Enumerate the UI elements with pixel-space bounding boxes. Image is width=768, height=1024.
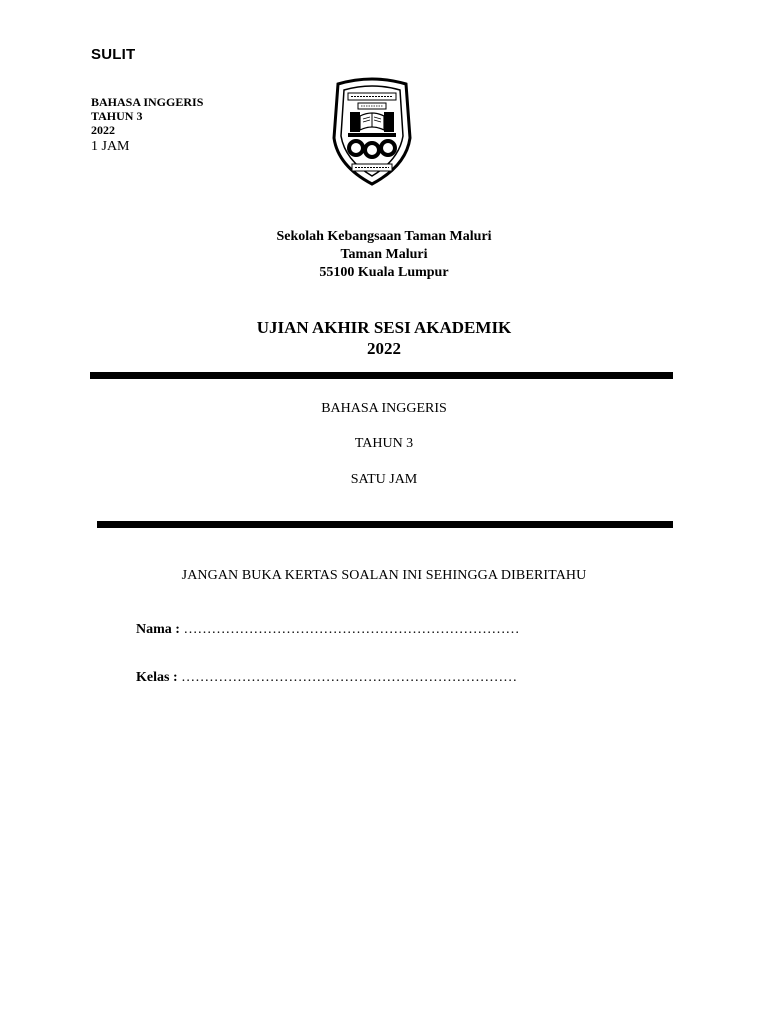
- header-exam-year: 2022: [91, 123, 115, 137]
- school-postcode-city: 55100 Kuala Lumpur: [319, 265, 449, 280]
- school-name: Sekolah Kebangsaan Taman Maluri: [276, 229, 492, 244]
- school-crest-logo: [328, 76, 416, 188]
- bottom-divider: [97, 521, 673, 528]
- exam-title: UJIAN AKHIR SESI AKADEMIK: [256, 318, 512, 337]
- name-field[interactable]: [136, 622, 519, 638]
- top-divider: [90, 372, 673, 379]
- instruction-text: JANGAN BUKA KERTAS SOALAN INI SEHINGGA DIBERITAHU: [181, 568, 587, 583]
- class-label: Kelas :: [136, 670, 178, 685]
- paper-year: TAHUN 3: [354, 436, 414, 451]
- paper-subject: BAHASA INGGERIS: [321, 401, 447, 416]
- name-dots[interactable]: ………………………………………………………………: [183, 622, 520, 637]
- paper-duration: SATU JAM: [350, 472, 418, 487]
- header-subject: BAHASA INGGERIS: [91, 95, 204, 109]
- class-dots[interactable]: ………………………………………………………………: [181, 670, 518, 685]
- name-label: Nama :: [136, 622, 180, 637]
- header-duration: 1 JAM: [91, 139, 130, 154]
- header-year: TAHUN 3: [91, 109, 143, 123]
- class-field[interactable]: [136, 670, 517, 686]
- exam-year: 2022: [367, 339, 401, 358]
- classification-label: SULIT: [91, 46, 136, 63]
- school-area: Taman Maluri: [340, 247, 428, 262]
